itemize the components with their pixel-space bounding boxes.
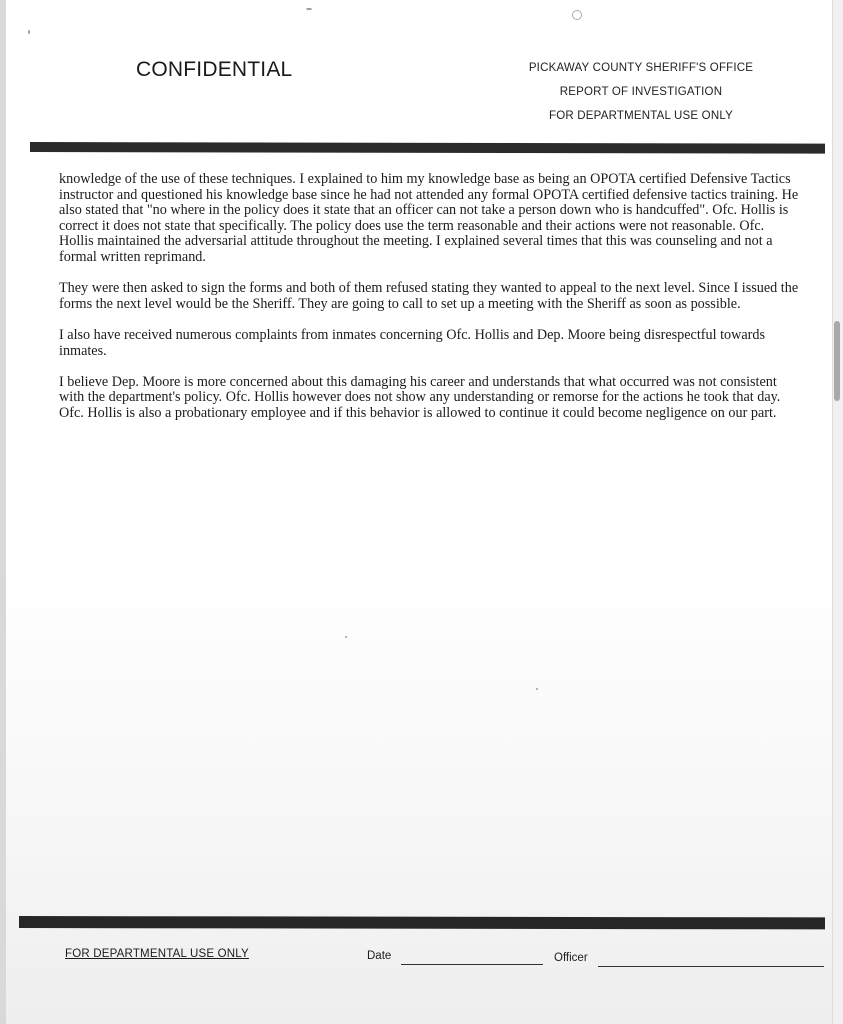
- confidential-heading: CONFIDENTIAL: [136, 58, 293, 81]
- scan-speck: [536, 688, 538, 690]
- report-type: REPORT OF INVESTIGATION: [559, 86, 723, 98]
- officer-field: [598, 966, 824, 967]
- scan-speck: [572, 10, 582, 20]
- body-paragraph: knowledge of the use of these techniques. I explained to him my knowledge base as being an OPOTA certified Defensive Tactics instructor and questioned his knowledge base since he had not attended any formal OPOTA certified defensive tactics training. He also stated that "no where in the policy does it state that an officer can not take a person down who is handcuffed". Ofc. Hollis is correct it does not state that specifically. The policy does use the term reasonable and their actions were not reasonable. Ofc. Hollis maintained the adversarial attitude throughout the meeting. I explained several times that this was counseling and not a formal written reprimand.: [59, 171, 799, 265]
- header-divider: [30, 142, 825, 154]
- officer-label: Officer: [554, 952, 588, 964]
- footer-use-label: FOR DEPARTMENTAL USE ONLY: [65, 948, 249, 960]
- scan-speck: [345, 636, 347, 638]
- report-body: [59, 172, 799, 437]
- agency-name: PICKAWAY COUNTY SHERIFF'S OFFICE: [528, 62, 754, 74]
- body-paragraph: They were then asked to sign the forms and both of them refused stating they wanted to appeal to the next level. Since I issued the forms the next level would be the Sheriff. They are going to call to set up a meeting with the Sheriff as soon as possible.: [59, 280, 799, 312]
- date-field: [401, 964, 543, 965]
- scan-speck: [28, 30, 30, 34]
- scan-speck: [306, 8, 312, 10]
- scrollbar-thumb[interactable]: [834, 321, 840, 401]
- footer-divider: [19, 916, 825, 929]
- body-paragraph: I believe Dep. Moore is more concerned about this damaging his career and understands that what occurred was not consistent with the department's policy. Ofc. Hollis however does not show any understanding or remorse for the actions he took that day. Ofc. Hollis is also a probationary employee and if this behavior is allowed to continue it could become negligence on our part.: [59, 373, 781, 421]
- body-paragraph: I also have received numerous complaints from inmates concerning Ofc. Hollis and Dep. Moore being disrespectful towards inmates.: [59, 326, 766, 359]
- date-label: Date: [367, 950, 392, 962]
- agency-header: [496, 56, 786, 128]
- vertical-scrollbar[interactable]: [832, 0, 843, 1024]
- document-page: [6, 0, 833, 1024]
- usage-notice: FOR DEPARTMENTAL USE ONLY: [549, 110, 733, 122]
